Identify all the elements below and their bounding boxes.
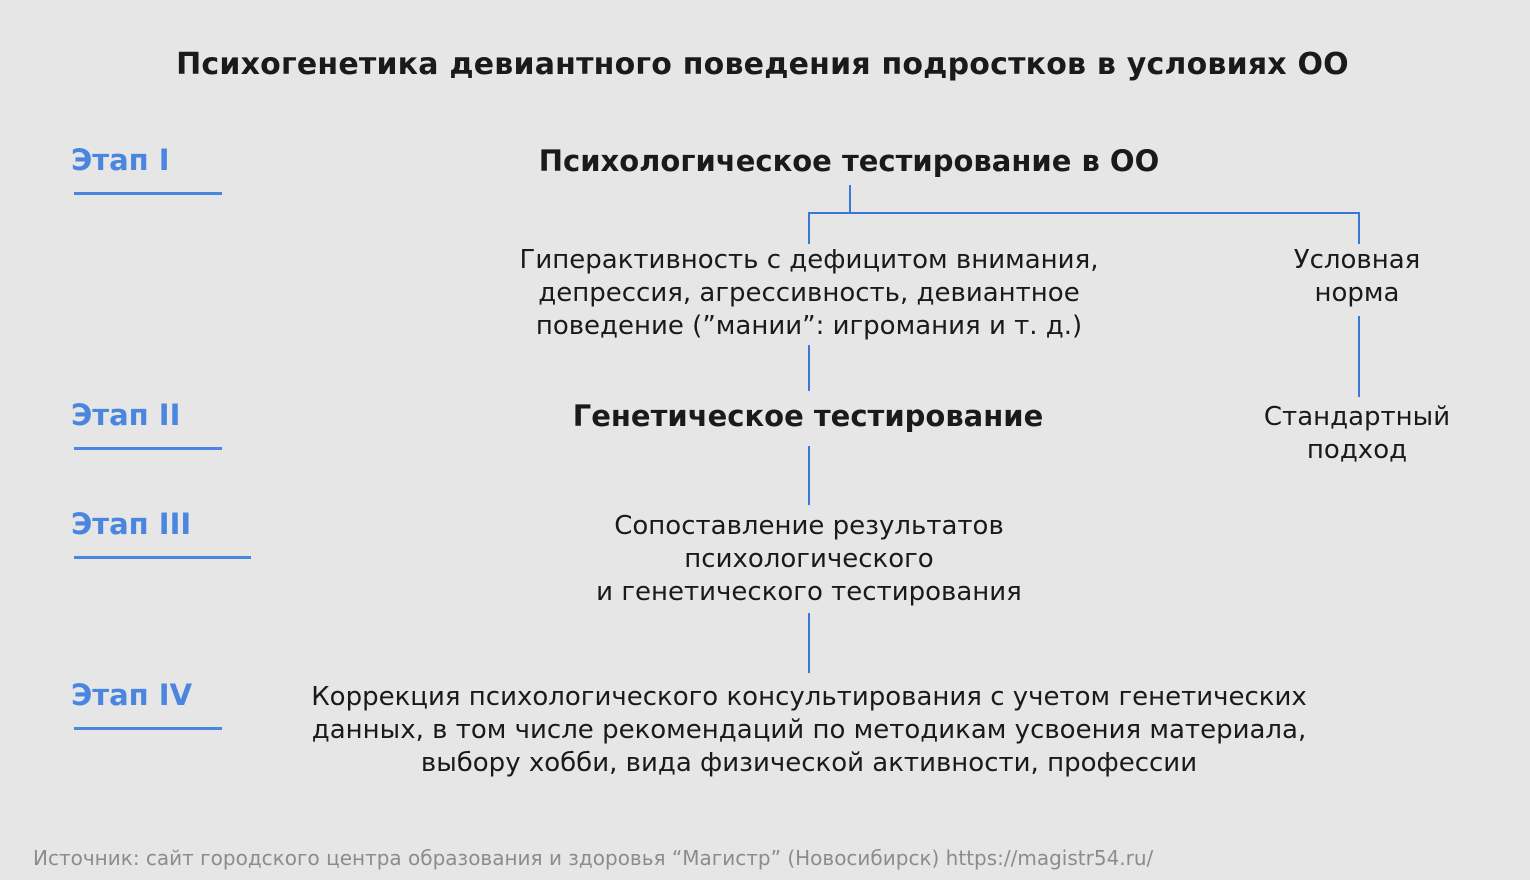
node-comparison-line-1: Сопоставление результатов [614,511,1004,541]
connector-branch-left [808,212,810,244]
stage-label-3: Этап III [71,507,192,541]
node-disorders-line-2: депрессия, агрессивность, девиантное [538,278,1080,308]
node-correction-line-1: Коррекция психологического консультирования с учетом генетических [311,682,1307,712]
connector-comparison-to-correction [808,613,810,673]
connector-root-stem [849,185,851,213]
connector-genetic-to-comparison [808,446,810,505]
node-correction [311,681,1307,780]
connector-disorders-to-genetic [808,345,810,391]
stage-underline-2 [74,447,222,450]
stage-label-2: Этап II [71,398,181,432]
stage-underline-3 [74,556,251,559]
node-disorders [520,244,1099,343]
node-genetic-testing: Генетическое тестирование [572,399,1044,433]
source-caption: Источник: сайт городского центра образования и здоровья “Магистр” (Новосибирск) https://magistr54.ru/ [33,846,1154,870]
node-correction-line-3: выбору хобби, вида физической активности, профессии [420,748,1198,778]
node-conditional-norm-line-2: норма [1314,278,1400,308]
node-conditional-norm-line-1: Условная [1293,245,1421,275]
node-disorders-line-3: поведение (”мании”: игромания и т. д.) [535,311,1083,341]
node-comparison [596,510,1022,609]
connector-branch-horizontal [808,212,1359,214]
connector-branch-right [1358,212,1360,244]
node-comparison-line-3: и генетического тестирования [596,577,1022,607]
node-comparison-line-2: психологического [684,544,934,574]
node-psychological-testing: Психологическое тестирование в ОО [538,144,1160,178]
node-conditional-norm [1294,244,1421,310]
node-standard-approach-line-2: подход [1306,435,1408,465]
connector-norm-to-standard [1358,316,1360,397]
stage-underline-1 [74,192,222,195]
node-standard-approach-line-1: Стандартный [1263,402,1451,432]
stage-label-4: Этап IV [71,678,193,712]
node-disorders-line-1: Гиперактивность с дефицитом внимания, [519,245,1099,275]
stage-label-1: Этап I [71,143,170,177]
node-standard-approach [1264,401,1450,467]
diagram-title: Психогенетика девиантного поведения подростков в условиях ОО [176,47,1349,82]
node-correction-line-2: данных, в том числе рекомендаций по методикам усвоения материала, [311,715,1307,745]
stage-underline-4 [74,727,222,730]
